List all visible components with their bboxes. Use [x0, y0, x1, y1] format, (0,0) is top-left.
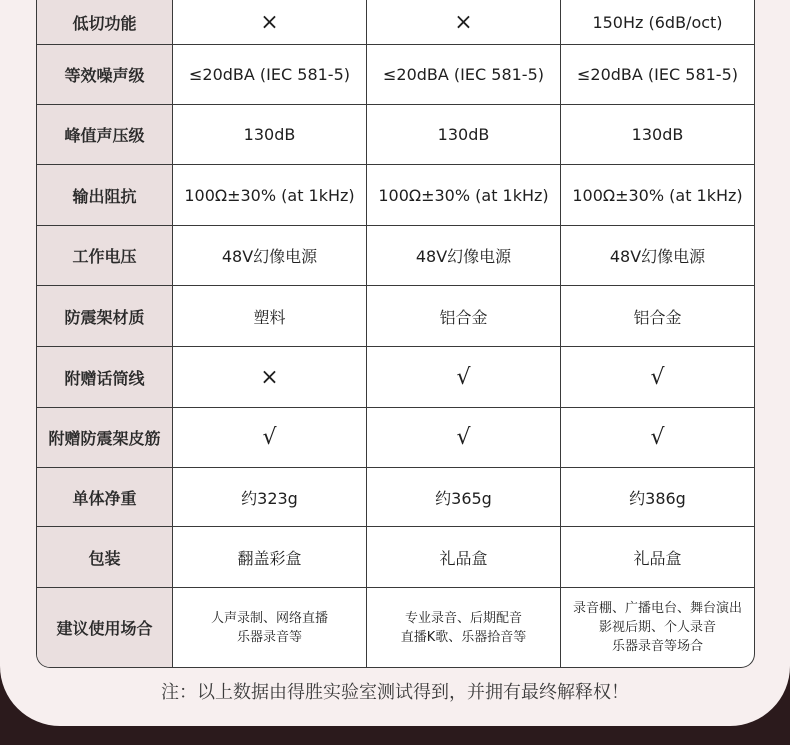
- row-label: 单体净重: [37, 468, 172, 526]
- value-cell-2: 约365g: [366, 468, 560, 526]
- value-cell-3: 48V幻像电源: [560, 226, 754, 285]
- value-cell-1: √: [172, 408, 366, 467]
- table-row-impedance: [37, 164, 754, 225]
- table-row-max-spl: [37, 104, 754, 164]
- value-cell-2: √: [366, 347, 560, 407]
- table-row-noise-level: [37, 44, 754, 104]
- row-label: 防震架材质: [37, 286, 172, 346]
- value-cell-2: 礼品盒: [366, 527, 560, 587]
- value-cell-3: √: [560, 347, 754, 407]
- row-label: 建议使用场合: [37, 588, 172, 667]
- table-row-shock-mount-material: [37, 285, 754, 346]
- row-label: 低切功能: [37, 0, 172, 44]
- value-cell-3: 礼品盒: [560, 527, 754, 587]
- value-cell-2: √: [366, 408, 560, 467]
- value-cell-3: 100Ω±30% (at 1kHz): [560, 165, 754, 225]
- table-row-shock-mount-band: [37, 407, 754, 467]
- value-cell-3: ≤20dBA (IEC 581-5): [560, 45, 754, 104]
- value-cell-1: 100Ω±30% (at 1kHz): [172, 165, 366, 225]
- value-cell-2: 48V幻像电源: [366, 226, 560, 285]
- row-label: 附赠话筒线: [37, 347, 172, 407]
- row-label: 峰值声压级: [37, 105, 172, 164]
- table-row-net-weight: [37, 467, 754, 526]
- table-row-mic-cable: [37, 346, 754, 407]
- value-cell-3: 录音棚、广播电台、舞台演出 影视后期、个人录音 乐器录音等场合: [560, 588, 754, 667]
- spec-comparison-table: [36, 0, 755, 668]
- value-cell-1: 48V幻像电源: [172, 226, 366, 285]
- value-cell-2: 铝合金: [366, 286, 560, 346]
- value-cell-1: 塑料: [172, 286, 366, 346]
- value-cell-1: 约323g: [172, 468, 366, 526]
- value-cell-3: √: [560, 408, 754, 467]
- value-cell-1: ×: [172, 347, 366, 407]
- row-label: 等效噪声级: [37, 45, 172, 104]
- table-row-usage: [37, 587, 754, 667]
- row-label: 包装: [37, 527, 172, 587]
- table-row-packaging: [37, 526, 754, 587]
- value-cell-1: ×: [172, 0, 366, 44]
- row-label: 附赠防震架皮筋: [37, 408, 172, 467]
- value-cell-3: 150Hz (6dB/oct): [560, 0, 754, 44]
- value-cell-3: 铝合金: [560, 286, 754, 346]
- value-cell-1: 人声录制、网络直播 乐器录音等: [172, 588, 366, 667]
- value-cell-1: 翻盖彩盒: [172, 527, 366, 587]
- value-cell-2: ×: [366, 0, 560, 44]
- value-cell-2: 130dB: [366, 105, 560, 164]
- row-label: 工作电压: [37, 226, 172, 285]
- value-cell-2: 专业录音、后期配音 直播K歌、乐器拾音等: [366, 588, 560, 667]
- value-cell-3: 130dB: [560, 105, 754, 164]
- value-cell-2: ≤20dBA (IEC 581-5): [366, 45, 560, 104]
- value-cell-1: 130dB: [172, 105, 366, 164]
- row-label: 输出阻抗: [37, 165, 172, 225]
- table-row-low-cut: [37, 0, 754, 44]
- value-cell-1: ≤20dBA (IEC 581-5): [172, 45, 366, 104]
- value-cell-3: 约386g: [560, 468, 754, 526]
- value-cell-2: 100Ω±30% (at 1kHz): [366, 165, 560, 225]
- disclaimer-note: 注：以上数据由得胜实验室测试得到，并拥有最终解释权！: [161, 682, 629, 703]
- table-row-voltage: [37, 225, 754, 285]
